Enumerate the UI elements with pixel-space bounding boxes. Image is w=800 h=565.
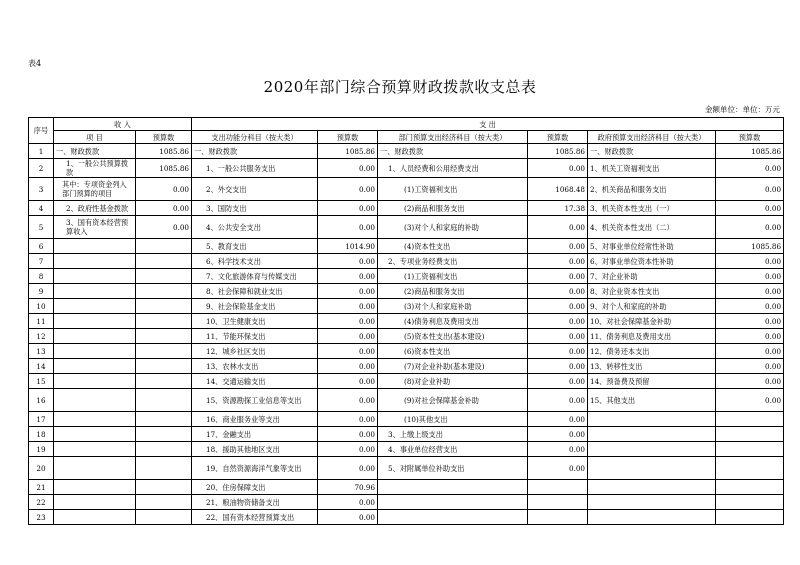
func-budget-cell: 0.00 (318, 359, 378, 374)
dept-econ-budget-cell: 0.00 (528, 216, 588, 239)
func-item-cell: 2、外交支出 (192, 178, 318, 201)
table-row (29, 427, 784, 442)
gov-econ-budget-cell (716, 457, 784, 480)
seq-cell: 16 (29, 389, 54, 412)
table-row (29, 299, 784, 314)
func-item-cell: 10、卫生健康支出 (192, 314, 318, 329)
income-item-cell (54, 254, 136, 269)
func-item-cell: 5、教育支出 (192, 239, 318, 254)
income-item-cell (54, 239, 136, 254)
table-row (29, 480, 784, 495)
dept-econ-item-cell: (3)对个人和家庭补助 (378, 299, 528, 314)
seq-cell: 15 (29, 374, 54, 389)
gov-econ-budget-cell: 0.00 (716, 359, 784, 374)
income-budget-cell (136, 457, 192, 480)
func-budget-cell: 1014.90 (318, 239, 378, 254)
seq-cell: 1 (29, 144, 54, 159)
gov-econ-budget-cell (716, 510, 784, 525)
func-budget-cell: 0.00 (318, 284, 378, 299)
dept-econ-budget-cell: 0.00 (528, 344, 588, 359)
seq-cell: 12 (29, 329, 54, 344)
dept-econ-budget-cell: 0.00 (528, 239, 588, 254)
table-row (29, 314, 784, 329)
seq-cell: 8 (29, 269, 54, 284)
income-budget-cell (136, 284, 192, 299)
gov-econ-budget-cell: 1085.86 (716, 239, 784, 254)
gov-econ-budget-cell: 0.00 (716, 374, 784, 389)
dept-econ-item-cell: 3、上缴上级支出 (378, 427, 528, 442)
gov-econ-item-cell: 5、对事业单位经常性补助 (588, 239, 716, 254)
seq-cell: 7 (29, 254, 54, 269)
gov-econ-item-cell: 11、债务利息及费用支出 (588, 329, 716, 344)
seq-cell: 5 (29, 216, 54, 239)
budget-table (28, 117, 784, 525)
gov-econ-item-cell: 3、机关资本性支出（一） (588, 201, 716, 216)
income-item-cell (54, 442, 136, 457)
func-item-cell: 16、商业服务业等支出 (192, 412, 318, 427)
income-item-cell: 其中：专项资金列入部门预算的项目 (54, 178, 136, 201)
gov-econ-budget-cell: 1085.86 (716, 144, 784, 159)
func-budget-cell: 0.00 (318, 389, 378, 412)
seq-cell: 22 (29, 495, 54, 510)
func-budget-cell: 0.00 (318, 216, 378, 239)
dept-econ-budget-cell: 0.00 (528, 374, 588, 389)
seq-cell: 2 (29, 159, 54, 178)
func-item-cell: 20、住房保障支出 (192, 480, 318, 495)
seq-cell: 20 (29, 457, 54, 480)
gov-econ-item-cell: 6、对事业单位资本性补助 (588, 254, 716, 269)
seq-cell: 23 (29, 510, 54, 525)
header-budget: 预算数 (318, 131, 378, 144)
income-budget-cell (136, 510, 192, 525)
header-income: 收 入 (54, 118, 192, 131)
func-item-cell: 3、国防支出 (192, 201, 318, 216)
income-budget-cell: 1085.86 (136, 159, 192, 178)
table-row (29, 144, 784, 159)
func-budget-cell: 0.00 (318, 427, 378, 442)
func-item-cell: 22、国有资本经营预算支出 (192, 510, 318, 525)
dept-econ-budget-cell: 0.00 (528, 457, 588, 480)
dept-econ-item-cell: (7)对企业补助(基本建设) (378, 359, 528, 374)
func-item-cell: 11、节能环保支出 (192, 329, 318, 344)
seq-cell: 4 (29, 201, 54, 216)
gov-econ-item-cell: 1、机关工资福利支出 (588, 159, 716, 178)
dept-econ-budget-cell: 17.38 (528, 201, 588, 216)
gov-econ-budget-cell: 0.00 (716, 389, 784, 412)
income-item-cell (54, 480, 136, 495)
func-budget-cell: 0.00 (318, 495, 378, 510)
income-item-cell (54, 269, 136, 284)
dept-econ-budget-cell: 0.00 (528, 284, 588, 299)
income-budget-cell (136, 495, 192, 510)
seq-cell: 17 (29, 412, 54, 427)
income-budget-cell (136, 239, 192, 254)
table-row (29, 359, 784, 374)
dept-econ-item-cell: 5、对附属单位补助支出 (378, 457, 528, 480)
dept-econ-item-cell: (1)工资福利支出 (378, 269, 528, 284)
income-budget-cell (136, 427, 192, 442)
dept-econ-budget-cell: 0.00 (528, 427, 588, 442)
func-budget-cell: 0.00 (318, 344, 378, 359)
gov-econ-item-cell: 12、债务还本支出 (588, 344, 716, 359)
table-row (29, 510, 784, 525)
dept-econ-item-cell (378, 495, 528, 510)
table-row (29, 389, 784, 412)
income-budget-cell (136, 329, 192, 344)
func-item-cell: 9、社会保险基金支出 (192, 299, 318, 314)
table-row (29, 284, 784, 299)
dept-econ-budget-cell: 0.00 (528, 359, 588, 374)
table-row (29, 344, 784, 359)
unit-label: 金额单位：单位：万元 (705, 105, 780, 114)
gov-econ-budget-cell (716, 412, 784, 427)
income-item-cell (54, 314, 136, 329)
seq-cell: 11 (29, 314, 54, 329)
table-row (29, 495, 784, 510)
income-item-cell (54, 344, 136, 359)
table-row (29, 201, 784, 216)
income-item-cell: 3、国有资本经营预算收入 (54, 216, 136, 239)
income-item-cell (54, 510, 136, 525)
gov-econ-item-cell (588, 442, 716, 457)
gov-econ-budget-cell: 0.00 (716, 201, 784, 216)
gov-econ-budget-cell: 0.00 (716, 216, 784, 239)
income-item-cell: 2、政府性基金拨款 (54, 201, 136, 216)
table-row (29, 412, 784, 427)
dept-econ-budget-cell: 0.00 (528, 412, 588, 427)
gov-econ-item-cell: 14、预备费及预留 (588, 374, 716, 389)
income-item-cell (54, 457, 136, 480)
seq-cell: 21 (29, 480, 54, 495)
dept-econ-item-cell: (3)对个人和家庭的补助 (378, 216, 528, 239)
gov-econ-item-cell: 一、财政拨款 (588, 144, 716, 159)
func-item-cell: 4、公共安全支出 (192, 216, 318, 239)
income-item-cell (54, 389, 136, 412)
func-budget-cell: 0.00 (318, 510, 378, 525)
func-item-cell: 19、自然资源海洋气象等支出 (192, 457, 318, 480)
income-budget-cell (136, 480, 192, 495)
gov-econ-budget-cell: 0.00 (716, 159, 784, 178)
dept-econ-item-cell: (5)资本性支出(基本建设) (378, 329, 528, 344)
table-row (29, 159, 784, 178)
dept-econ-budget-cell: 0.00 (528, 314, 588, 329)
table-row (29, 269, 784, 284)
func-budget-cell: 0.00 (318, 299, 378, 314)
func-item-cell: 6、科学技术支出 (192, 254, 318, 269)
income-budget-cell (136, 374, 192, 389)
income-budget-cell: 0.00 (136, 201, 192, 216)
dept-econ-budget-cell: 0.00 (528, 269, 588, 284)
income-budget-cell: 1085.86 (136, 144, 192, 159)
gov-econ-budget-cell (716, 427, 784, 442)
dept-econ-item-cell: 一、财政拨款 (378, 144, 528, 159)
dept-econ-item-cell: 4、事业单位经营支出 (378, 442, 528, 457)
func-budget-cell: 0.00 (318, 269, 378, 284)
table-row (29, 178, 784, 201)
income-item-cell (54, 374, 136, 389)
seq-cell: 19 (29, 442, 54, 457)
gov-econ-budget-cell: 0.00 (716, 314, 784, 329)
func-budget-cell: 70.96 (318, 480, 378, 495)
table-row (29, 254, 784, 269)
table-row (29, 329, 784, 344)
header-item: 项 目 (54, 131, 136, 144)
dept-econ-item-cell: (6)资本性支出 (378, 344, 528, 359)
header-dept-econ: 部门预算支出经济科目（按大类） (378, 131, 528, 144)
gov-econ-item-cell: 4、机关资本性支出（二） (588, 216, 716, 239)
income-budget-cell (136, 412, 192, 427)
seq-cell: 6 (29, 239, 54, 254)
gov-econ-item-cell: 7、对企业补助 (588, 269, 716, 284)
header-budget: 预算数 (136, 131, 192, 144)
table-row (29, 374, 784, 389)
dept-econ-item-cell (378, 480, 528, 495)
gov-econ-budget-cell: 0.00 (716, 284, 784, 299)
income-budget-cell (136, 389, 192, 412)
func-budget-cell: 0.00 (318, 374, 378, 389)
dept-econ-budget-cell: 0.00 (528, 329, 588, 344)
func-item-cell: 8、社会保障和就业支出 (192, 284, 318, 299)
func-item-cell: 15、资源勘探工业信息等支出 (192, 389, 318, 412)
income-budget-cell (136, 269, 192, 284)
income-budget-cell: 0.00 (136, 178, 192, 201)
dept-econ-item-cell: (2)商品和服务支出 (378, 201, 528, 216)
gov-econ-item-cell: 13、转移性支出 (588, 359, 716, 374)
gov-econ-budget-cell: 0.00 (716, 329, 784, 344)
gov-econ-item-cell (588, 412, 716, 427)
func-budget-cell: 0.00 (318, 254, 378, 269)
income-item-cell: 1、一般公共预算拨款 (54, 159, 136, 178)
dept-econ-budget-cell: 0.00 (528, 442, 588, 457)
func-item-cell: 18、援助其他地区支出 (192, 442, 318, 457)
income-budget-cell: 0.00 (136, 216, 192, 239)
dept-econ-item-cell: (10)其他支出 (378, 412, 528, 427)
gov-econ-item-cell (588, 457, 716, 480)
gov-econ-item-cell: 2、机关商品和服务支出 (588, 178, 716, 201)
table-row (29, 457, 784, 480)
dept-econ-budget-cell: 0.00 (528, 299, 588, 314)
dept-econ-budget-cell: 1085.86 (528, 144, 588, 159)
dept-econ-item-cell: 1、人员经费和公用经费支出 (378, 159, 528, 178)
func-item-cell: 14、交通运输支出 (192, 374, 318, 389)
income-item-cell (54, 284, 136, 299)
gov-econ-budget-cell: 0.00 (716, 269, 784, 284)
income-budget-cell (136, 359, 192, 374)
gov-econ-budget-cell (716, 495, 784, 510)
func-budget-cell: 0.00 (318, 457, 378, 480)
income-item-cell (54, 299, 136, 314)
func-item-cell: 1、一般公共服务支出 (192, 159, 318, 178)
income-item-cell (54, 359, 136, 374)
seq-cell: 13 (29, 344, 54, 359)
gov-econ-item-cell (588, 495, 716, 510)
func-budget-cell: 0.00 (318, 178, 378, 201)
gov-econ-budget-cell: 0.00 (716, 299, 784, 314)
dept-econ-item-cell: 2、专项业务经费支出 (378, 254, 528, 269)
header-budget: 预算数 (716, 131, 784, 144)
income-item-cell: 一、财政拨款 (54, 144, 136, 159)
dept-econ-budget-cell (528, 510, 588, 525)
dept-econ-budget-cell: 1068.48 (528, 178, 588, 201)
table-row (29, 442, 784, 457)
func-budget-cell: 0.00 (318, 442, 378, 457)
dept-econ-item-cell (378, 510, 528, 525)
table-row (29, 216, 784, 239)
seq-cell: 10 (29, 299, 54, 314)
dept-econ-budget-cell: 0.00 (528, 389, 588, 412)
seq-cell: 18 (29, 427, 54, 442)
gov-econ-item-cell: 10、对社会保障基金补助 (588, 314, 716, 329)
func-budget-cell: 0.00 (318, 412, 378, 427)
page-title: 2020年部门综合预算财政拨款收支总表 (263, 78, 537, 96)
func-item-cell: 17、金融支出 (192, 427, 318, 442)
gov-econ-budget-cell (716, 442, 784, 457)
header-seq: 序号 (29, 118, 54, 144)
gov-econ-item-cell (588, 480, 716, 495)
dept-econ-budget-cell (528, 495, 588, 510)
gov-econ-item-cell: 9、对个人和家庭的补助 (588, 299, 716, 314)
income-budget-cell (136, 299, 192, 314)
gov-econ-item-cell (588, 427, 716, 442)
dept-econ-budget-cell (528, 480, 588, 495)
gov-econ-budget-cell: 0.00 (716, 178, 784, 201)
func-budget-cell: 0.00 (318, 159, 378, 178)
func-budget-cell: 1085.86 (318, 144, 378, 159)
func-item-cell: 12、城乡社区支出 (192, 344, 318, 359)
gov-econ-item-cell: 15、其他支出 (588, 389, 716, 412)
seq-cell: 3 (29, 178, 54, 201)
gov-econ-item-cell: 8、对企业资本性支出 (588, 284, 716, 299)
dept-econ-budget-cell: 0.00 (528, 254, 588, 269)
dept-econ-budget-cell: 0.00 (528, 159, 588, 178)
table-row (29, 239, 784, 254)
income-budget-cell (136, 344, 192, 359)
header-func: 支出功能分科目（按大类） (192, 131, 318, 144)
header-expense: 支 出 (192, 118, 784, 131)
seq-cell: 9 (29, 284, 54, 299)
header-gov-econ: 政府预算支出经济科目（按大类） (588, 131, 716, 144)
func-budget-cell: 0.00 (318, 314, 378, 329)
func-item-cell: 21、粮油物资储备支出 (192, 495, 318, 510)
income-item-cell (54, 412, 136, 427)
dept-econ-item-cell: (4)债务利息及费用支出 (378, 314, 528, 329)
func-item-cell: 13、农林水支出 (192, 359, 318, 374)
gov-econ-budget-cell (716, 480, 784, 495)
dept-econ-item-cell: (8)对企业补助 (378, 374, 528, 389)
gov-econ-budget-cell: 0.00 (716, 254, 784, 269)
gov-econ-budget-cell: 0.00 (716, 344, 784, 359)
income-budget-cell (136, 314, 192, 329)
income-item-cell (54, 495, 136, 510)
func-budget-cell: 0.00 (318, 201, 378, 216)
dept-econ-item-cell: (9)对社会保障基金补助 (378, 389, 528, 412)
seq-cell: 14 (29, 359, 54, 374)
income-item-cell (54, 329, 136, 344)
gov-econ-item-cell (588, 510, 716, 525)
income-budget-cell (136, 254, 192, 269)
func-item-cell: 一、财政拨款 (192, 144, 318, 159)
dept-econ-item-cell: (2)商品和服务支出 (378, 284, 528, 299)
func-budget-cell: 0.00 (318, 329, 378, 344)
dept-econ-item-cell: (4)资本性支出 (378, 239, 528, 254)
header-budget: 预算数 (528, 131, 588, 144)
income-item-cell (54, 427, 136, 442)
income-budget-cell (136, 442, 192, 457)
table-tag: 表4 (28, 59, 42, 68)
func-item-cell: 7、文化旅游体育与传媒支出 (192, 269, 318, 284)
dept-econ-item-cell: (1)工资福利支出 (378, 178, 528, 201)
